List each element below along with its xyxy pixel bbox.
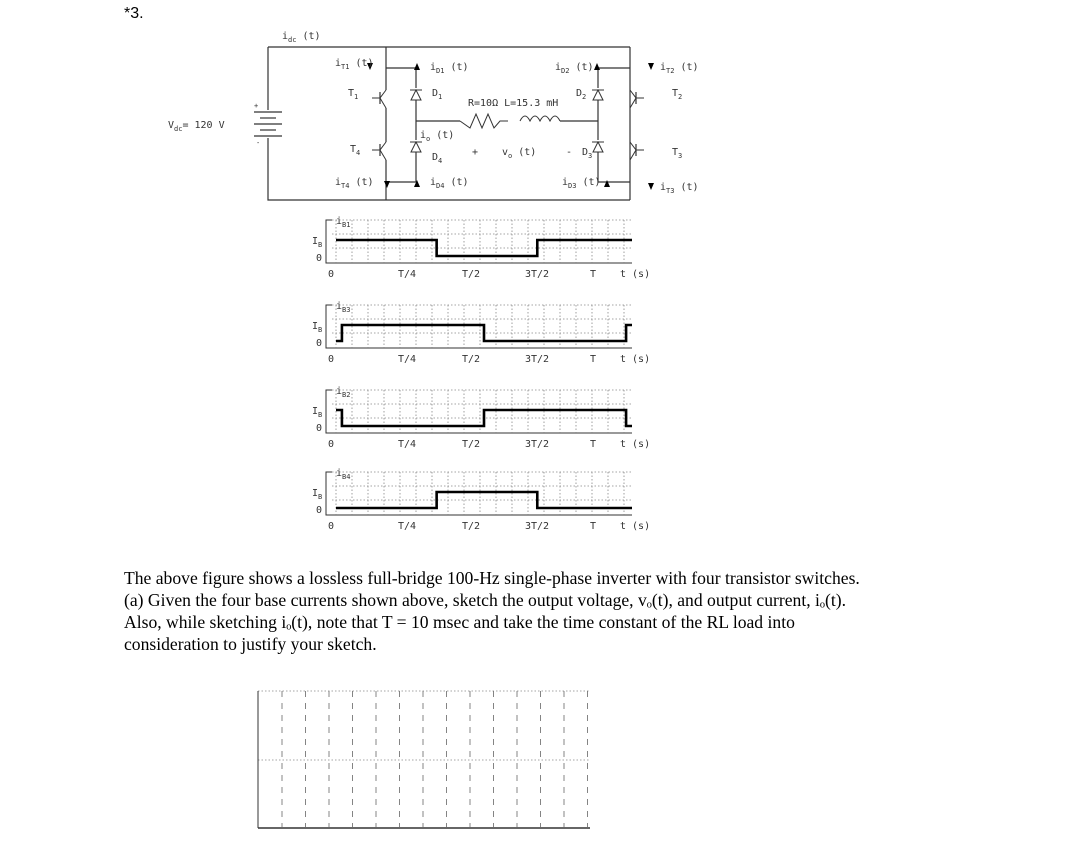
label-D3: $D_3$ <box>582 147 593 160</box>
ylabel-main: I <box>312 406 319 417</box>
xtick-label: T/4 <box>398 521 417 532</box>
label-iT3: $i_{T3}$ (t) <box>660 182 699 195</box>
vo-minus: - <box>566 147 573 158</box>
title-main: i <box>336 468 343 479</box>
transistor-T3 <box>630 142 644 160</box>
xtick-label: T/4 <box>398 354 417 365</box>
waveform-zero-label: 0 <box>316 338 323 349</box>
problem-line-3: Also, while sketching iₒ(t), note that T = 10 msec and take the time constant of the RL load into <box>124 612 795 632</box>
xtick-label: T/4 <box>398 269 417 280</box>
waveform-title-iB1 <box>336 216 350 229</box>
xtick-label: T/4 <box>398 439 417 450</box>
label-T3: $T_3$ <box>672 147 683 160</box>
problem-line-2: (a) Given the four base currents shown above, sketch the output voltage, vₒ(t), and output current, iₒ(t). <box>124 590 846 610</box>
label-D2: $D_2$ <box>576 88 587 101</box>
xtick-label: T/2 <box>462 439 481 450</box>
xtick-label: T/2 <box>462 269 481 280</box>
ylabel-sub: B <box>318 493 323 501</box>
xtick-label: t (s) <box>620 439 651 450</box>
label-D1: $D_1$ <box>432 88 443 101</box>
waveform-title-iB3 <box>336 301 350 314</box>
right-diode-wire <box>598 68 630 182</box>
waveform-ylabel <box>312 321 322 334</box>
vo-plus: + <box>472 147 479 158</box>
problem-line-4: consideration to justify your sketch. <box>124 634 377 654</box>
idc-label: $i_{dc}$ (t) <box>282 31 321 44</box>
xtick-label: 0 <box>328 521 335 532</box>
xtick-label: t (s) <box>620 269 651 280</box>
label-iT4: $i_{T4}$ (t) <box>335 177 374 190</box>
ylabel-main: I <box>312 488 319 499</box>
xtick-label: 3T/2 <box>525 269 550 280</box>
ylabel-main: I <box>312 236 319 247</box>
waveform-ylabel <box>312 406 322 419</box>
xtick-label: 3T/2 <box>525 439 550 450</box>
arrow-iD3 <box>604 180 610 187</box>
transistor-T1 <box>372 90 386 108</box>
problem-text <box>124 567 1024 655</box>
ylabel-sub: B <box>318 241 323 249</box>
label-T1: $T_1$ <box>348 88 359 101</box>
left-diode-wire <box>386 68 416 182</box>
label-iT2: $i_{T2}$ (t) <box>660 62 699 75</box>
vdc-plus: + <box>254 102 259 110</box>
waveform-zero-label: 0 <box>316 253 323 264</box>
transistor-T4 <box>372 142 386 160</box>
vdc-minus: - <box>256 139 261 147</box>
label-io: $i_o$ (t) <box>420 130 455 143</box>
base-current-waveforms <box>312 216 650 532</box>
ylabel-sub: B <box>318 326 323 334</box>
xtick-label: t (s) <box>620 354 651 365</box>
arrow-iT2 <box>648 63 654 70</box>
inductor-symbol <box>520 116 560 121</box>
waveform-title-iB4 <box>336 468 350 481</box>
waveform-panel-iB2 <box>312 386 650 450</box>
xtick-label: t (s) <box>620 521 651 532</box>
title-main: i <box>336 216 343 227</box>
xtick-label: T/2 <box>462 354 481 365</box>
resistor-symbol <box>460 114 508 128</box>
problem-number: *3. <box>124 5 144 22</box>
label-T2: $T_2$ <box>672 88 683 101</box>
label-D4: $D_4$ <box>432 152 443 165</box>
waveform-ylabel <box>312 488 322 501</box>
transistor-T2 <box>630 90 644 108</box>
arrow-iD2 <box>594 63 600 70</box>
title-sub: B1 <box>342 221 351 229</box>
answer-sketch-grid <box>258 691 590 828</box>
xtick-label: T <box>590 354 597 365</box>
load-label: R=10Ω L=15.3 mH <box>468 98 559 109</box>
diode-D3-symbol <box>593 142 603 152</box>
label-iD1: $i_{D1}$ (t) <box>430 62 469 75</box>
title-main: i <box>336 301 343 312</box>
label-iD4: $i_{D4}$ (t) <box>430 177 469 190</box>
arrow-iD4 <box>414 180 420 187</box>
arrow-iT3 <box>648 183 654 190</box>
diode-D2-symbol <box>593 90 603 100</box>
xtick-label: 3T/2 <box>525 354 550 365</box>
title-sub: B3 <box>342 306 351 314</box>
xtick-label: 0 <box>328 354 335 365</box>
diode-D1-symbol <box>411 90 421 100</box>
waveform-ylabel <box>312 236 322 249</box>
diode-D4-symbol <box>411 142 421 152</box>
label-vo: $v_o$ (t) <box>502 147 537 160</box>
label-T4: $T_4$ <box>350 144 361 157</box>
ylabel-main: I <box>312 321 319 332</box>
xtick-label: T <box>590 439 597 450</box>
title-sub: B4 <box>342 473 351 481</box>
label-iT1: $i_{T1}$ (t) <box>335 58 374 71</box>
xtick-label: 3T/2 <box>525 521 550 532</box>
vdc-label: $V_{dc}= 120$ V <box>168 120 225 133</box>
battery-symbol <box>254 112 282 136</box>
label-iD2: $i_{D2}$ (t) <box>555 62 594 75</box>
xtick-label: T <box>590 269 597 280</box>
waveform-title-iB2 <box>336 386 350 399</box>
xtick-label: 0 <box>328 269 335 280</box>
xtick-label: 0 <box>328 439 335 450</box>
waveform-panel-iB1 <box>312 216 650 280</box>
title-main: i <box>336 386 343 397</box>
waveform-panel-iB4 <box>312 468 650 532</box>
ylabel-sub: B <box>318 411 323 419</box>
problem-line-1: The above figure shows a lossless full-bridge 100-Hz single-phase inverter with four transistor switches. <box>124 568 860 588</box>
arrow-iT4 <box>384 181 390 188</box>
waveform-zero-label: 0 <box>316 505 323 516</box>
arrow-iD1 <box>414 63 420 70</box>
waveform-panel-iB3 <box>312 301 650 365</box>
label-iD3: $i_{D3}$ (t) <box>562 177 601 190</box>
title-sub: B2 <box>342 391 351 399</box>
circuit-diagram <box>168 31 699 200</box>
xtick-label: T/2 <box>462 521 481 532</box>
xtick-label: T <box>590 521 597 532</box>
waveform-zero-label: 0 <box>316 423 323 434</box>
